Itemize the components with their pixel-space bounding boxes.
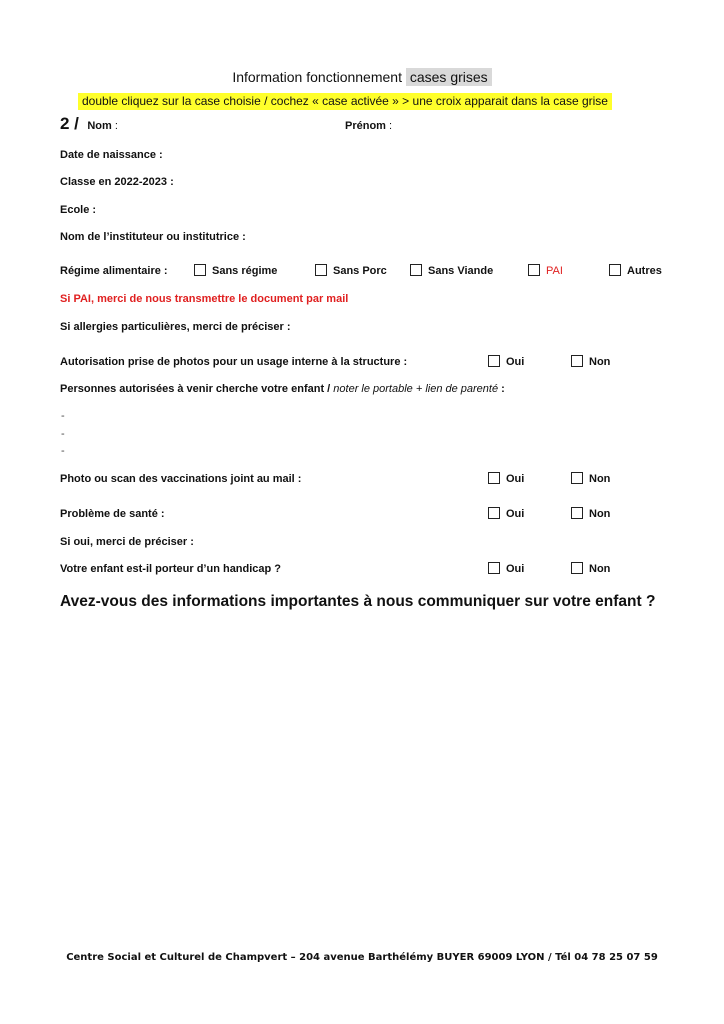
photos-non-checkbox[interactable] — [571, 355, 583, 367]
sans-regime-checkbox[interactable] — [194, 264, 206, 276]
vaccinations-non-checkbox[interactable] — [571, 472, 583, 484]
handicap-non-label: Non — [589, 563, 611, 575]
classe-label: Classe en 2022-2023 : — [60, 176, 174, 188]
sans-viande-checkbox[interactable] — [410, 264, 422, 276]
title-highlight: cases grises — [406, 68, 492, 86]
footer-address: Centre Social et Culturel de Champvert – 204 avenue Barthélémy BUYER 69009 LYON / Tél 04 78 25 07 59 — [66, 952, 658, 963]
photos-label: Autorisation prise de photos pour un usage interne à la structure : — [60, 356, 408, 368]
handicap-non-checkbox[interactable] — [571, 562, 583, 574]
personnes-row — [60, 383, 505, 395]
sans-viande-label: Sans Viande — [428, 265, 494, 277]
handicap-label: Votre enfant est-il porteur d’un handicap ? — [60, 563, 282, 575]
dash-line-1: - — [61, 410, 65, 422]
sante-oui-label: Oui — [506, 508, 525, 520]
page-title — [0, 69, 724, 85]
form-number: 2 / — [60, 114, 79, 133]
personnes-note: noter le portable + lien de parenté — [333, 383, 499, 395]
vaccinations-non-label: Non — [589, 473, 611, 485]
dash-line-3: - — [61, 445, 65, 457]
title-text: Information fonctionnement — [232, 69, 406, 85]
handicap-oui-checkbox[interactable] — [488, 562, 500, 574]
sante-non-label: Non — [589, 508, 611, 520]
sante-label: Problème de santé : — [60, 508, 165, 520]
vaccinations-oui-checkbox[interactable] — [488, 472, 500, 484]
photos-oui-checkbox[interactable] — [488, 355, 500, 367]
regime-label: Régime alimentaire : — [60, 265, 168, 277]
pai-note: Si PAI, merci de nous transmettre le document par mail — [60, 293, 349, 305]
ecole-label: Ecole : — [60, 204, 97, 216]
vaccinations-oui-label: Oui — [506, 473, 525, 485]
sans-regime-label: Sans régime — [212, 265, 278, 277]
pai-checkbox[interactable] — [528, 264, 540, 276]
personnes-label: Personnes autorisées à venir cherche votre enfant / — [60, 383, 334, 395]
sans-porc-checkbox[interactable] — [315, 264, 327, 276]
personnes-colon: : — [498, 383, 505, 395]
sans-porc-label: Sans Porc — [333, 265, 387, 277]
nom-colon: : — [111, 120, 118, 132]
identity-row — [60, 114, 118, 134]
preciser-label: Si oui, merci de préciser : — [60, 536, 194, 548]
instruction-banner: double cliquez sur la case choisie / cochez « case activée » > une croix apparait dans la case grise — [78, 93, 612, 110]
sante-non-checkbox[interactable] — [571, 507, 583, 519]
pai-label: PAI — [546, 265, 563, 277]
prenom-colon: : — [385, 120, 393, 132]
nom-label: Nom — [87, 120, 112, 132]
sante-oui-checkbox[interactable] — [488, 507, 500, 519]
prenom-field — [345, 120, 392, 132]
autres-checkbox[interactable] — [609, 264, 621, 276]
date-naissance-label: Date de naissance : — [60, 149, 163, 161]
important-info-question: Avez-vous des informations importantes à nous communiquer sur votre enfant ? — [60, 593, 656, 610]
allergies-label: Si allergies particulières, merci de préciser : — [60, 321, 291, 333]
prenom-label: Prénom — [345, 120, 386, 132]
dash-line-2: - — [61, 428, 65, 440]
vaccinations-label: Photo ou scan des vaccinations joint au mail : — [60, 473, 302, 485]
photos-non-label: Non — [589, 356, 611, 368]
photos-oui-label: Oui — [506, 356, 525, 368]
handicap-oui-label: Oui — [506, 563, 525, 575]
instituteur-label: Nom de l’instituteur ou institutrice : — [60, 231, 246, 243]
autres-label: Autres — [627, 265, 662, 277]
